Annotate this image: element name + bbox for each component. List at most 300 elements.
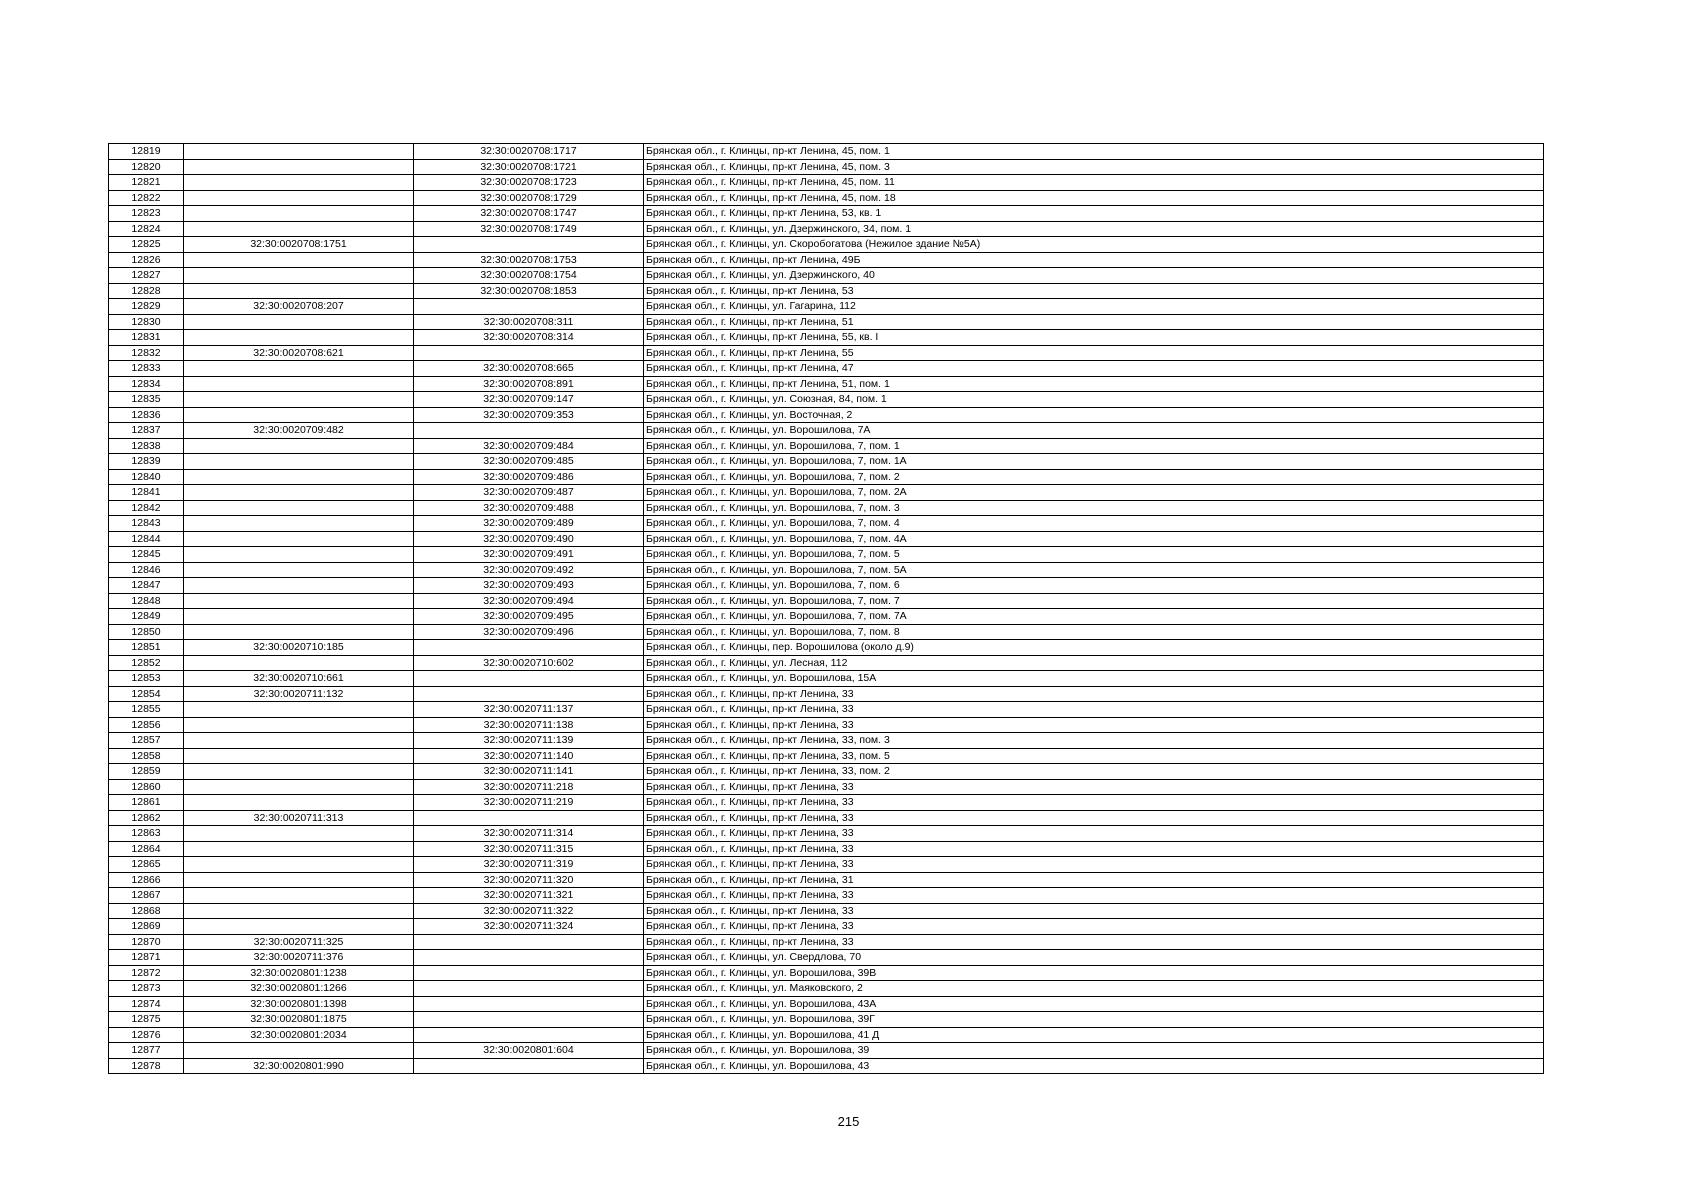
address-cell: Брянская обл., г. Клинцы, ул. Ворошилова, 7, пом. 4А bbox=[644, 531, 1544, 547]
address-cell: Брянская обл., г. Клинцы, пр-кт Ленина, 33 bbox=[644, 686, 1544, 702]
table-row bbox=[109, 810, 1544, 826]
table-row bbox=[109, 361, 1544, 377]
property-table bbox=[108, 143, 1544, 1074]
cadastral-number-secondary-cell: 32:30:0020708:1747 bbox=[414, 206, 644, 222]
row-number-cell: 12868 bbox=[109, 903, 184, 919]
table-row bbox=[109, 221, 1544, 237]
table-row bbox=[109, 686, 1544, 702]
address-cell: Брянская обл., г. Клинцы, пр-кт Ленина, 51 bbox=[644, 314, 1544, 330]
cadastral-number-secondary-cell: 32:30:0020709:484 bbox=[414, 438, 644, 454]
address-cell: Брянская обл., г. Клинцы, пр-кт Ленина, 33 bbox=[644, 841, 1544, 857]
address-cell: Брянская обл., г. Клинцы, ул. Ворошилова, 7, пом. 1А bbox=[644, 454, 1544, 470]
cadastral-number-cell: 32:30:0020801:1266 bbox=[184, 981, 414, 997]
row-number-cell: 12828 bbox=[109, 283, 184, 299]
row-number-cell: 12858 bbox=[109, 748, 184, 764]
row-number-cell: 12827 bbox=[109, 268, 184, 284]
table-row bbox=[109, 314, 1544, 330]
table-row bbox=[109, 206, 1544, 222]
address-cell: Брянская обл., г. Клинцы, ул. Ворошилова, 7, пом. 7А bbox=[644, 609, 1544, 625]
table-row bbox=[109, 996, 1544, 1012]
cadastral-number-cell: 32:30:0020710:661 bbox=[184, 671, 414, 687]
address-cell: Брянская обл., г. Клинцы, ул. Ворошилова, 7, пом. 2А bbox=[644, 485, 1544, 501]
row-number-cell: 12844 bbox=[109, 531, 184, 547]
address-cell: Брянская обл., г. Клинцы, ул. Ворошилова, 7, пом. 8 bbox=[644, 624, 1544, 640]
table-row bbox=[109, 376, 1544, 392]
table-row bbox=[109, 919, 1544, 935]
cadastral-number-cell bbox=[184, 547, 414, 563]
row-number-cell: 12853 bbox=[109, 671, 184, 687]
cadastral-number-secondary-cell bbox=[414, 965, 644, 981]
cadastral-number-secondary-cell: 32:30:0020708:665 bbox=[414, 361, 644, 377]
row-number-cell: 12869 bbox=[109, 919, 184, 935]
cadastral-number-secondary-cell: 32:30:0020709:492 bbox=[414, 562, 644, 578]
cadastral-number-cell bbox=[184, 624, 414, 640]
table-row bbox=[109, 609, 1544, 625]
address-cell: Брянская обл., г. Клинцы, пр-кт Ленина, 33 bbox=[644, 779, 1544, 795]
cadastral-number-secondary-cell: 32:30:0020709:147 bbox=[414, 392, 644, 408]
cadastral-number-cell bbox=[184, 888, 414, 904]
row-number-cell: 12840 bbox=[109, 469, 184, 485]
cadastral-number-secondary-cell: 32:30:0020711:137 bbox=[414, 702, 644, 718]
table-row bbox=[109, 252, 1544, 268]
cadastral-number-secondary-cell: 32:30:0020710:602 bbox=[414, 655, 644, 671]
cadastral-number-cell bbox=[184, 469, 414, 485]
cadastral-number-secondary-cell bbox=[414, 686, 644, 702]
cadastral-number-secondary-cell: 32:30:0020709:495 bbox=[414, 609, 644, 625]
table-row bbox=[109, 826, 1544, 842]
address-cell: Брянская обл., г. Клинцы, пр-кт Ленина, 49Б bbox=[644, 252, 1544, 268]
cadastral-number-secondary-cell: 32:30:0020801:604 bbox=[414, 1043, 644, 1059]
table-row bbox=[109, 423, 1544, 439]
row-number-cell: 12832 bbox=[109, 345, 184, 361]
address-cell: Брянская обл., г. Клинцы, ул. Ворошилова, 39В bbox=[644, 965, 1544, 981]
address-cell: Брянская обл., г. Клинцы, ул. Ворошилова, 43 bbox=[644, 1058, 1544, 1074]
address-cell: Брянская обл., г. Клинцы, ул. Маяковского, 2 bbox=[644, 981, 1544, 997]
row-number-cell: 12860 bbox=[109, 779, 184, 795]
table-row bbox=[109, 888, 1544, 904]
address-cell: Брянская обл., г. Клинцы, ул. Дзержинского, 34, пом. 1 bbox=[644, 221, 1544, 237]
cadastral-number-cell bbox=[184, 159, 414, 175]
cadastral-number-secondary-cell: 32:30:0020711:315 bbox=[414, 841, 644, 857]
row-number-cell: 12865 bbox=[109, 857, 184, 873]
row-number-cell: 12825 bbox=[109, 237, 184, 253]
row-number-cell: 12859 bbox=[109, 764, 184, 780]
cadastral-number-cell bbox=[184, 376, 414, 392]
table-row bbox=[109, 330, 1544, 346]
row-number-cell: 12851 bbox=[109, 640, 184, 656]
cadastral-number-secondary-cell: 32:30:0020708:1749 bbox=[414, 221, 644, 237]
cadastral-number-cell bbox=[184, 795, 414, 811]
cadastral-number-secondary-cell: 32:30:0020708:1729 bbox=[414, 190, 644, 206]
row-number-cell: 12864 bbox=[109, 841, 184, 857]
cadastral-number-secondary-cell: 32:30:0020708:1723 bbox=[414, 175, 644, 191]
row-number-cell: 12819 bbox=[109, 144, 184, 160]
row-number-cell: 12839 bbox=[109, 454, 184, 470]
cadastral-number-cell bbox=[184, 702, 414, 718]
row-number-cell: 12831 bbox=[109, 330, 184, 346]
cadastral-number-cell: 32:30:0020801:990 bbox=[184, 1058, 414, 1074]
table-row bbox=[109, 779, 1544, 795]
address-cell: Брянская обл., г. Клинцы, ул. Ворошилова, 7, пом. 5 bbox=[644, 547, 1544, 563]
cadastral-number-secondary-cell bbox=[414, 671, 644, 687]
row-number-cell: 12846 bbox=[109, 562, 184, 578]
row-number-cell: 12872 bbox=[109, 965, 184, 981]
address-cell: Брянская обл., г. Клинцы, пер. Ворошилова (около д.9) bbox=[644, 640, 1544, 656]
row-number-cell: 12833 bbox=[109, 361, 184, 377]
address-cell: Брянская обл., г. Клинцы, пр-кт Ленина, 53, кв. 1 bbox=[644, 206, 1544, 222]
cadastral-number-cell bbox=[184, 733, 414, 749]
address-cell: Брянская обл., г. Клинцы, ул. Ворошилова, 7, пом. 2 bbox=[644, 469, 1544, 485]
table-row bbox=[109, 903, 1544, 919]
address-cell: Брянская обл., г. Клинцы, пр-кт Ленина, 33, пом. 2 bbox=[644, 764, 1544, 780]
page-number: 215 bbox=[837, 1114, 860, 1129]
cadastral-number-cell bbox=[184, 655, 414, 671]
cadastral-number-secondary-cell: 32:30:0020709:489 bbox=[414, 516, 644, 532]
cadastral-number-secondary-cell bbox=[414, 981, 644, 997]
row-number-cell: 12841 bbox=[109, 485, 184, 501]
cadastral-number-secondary-cell: 32:30:0020711:321 bbox=[414, 888, 644, 904]
row-number-cell: 12838 bbox=[109, 438, 184, 454]
cadastral-number-secondary-cell bbox=[414, 950, 644, 966]
cadastral-number-secondary-cell bbox=[414, 996, 644, 1012]
row-number-cell: 12856 bbox=[109, 717, 184, 733]
address-cell: Брянская обл., г. Клинцы, пр-кт Ленина, 45, пом. 1 bbox=[644, 144, 1544, 160]
row-number-cell: 12848 bbox=[109, 593, 184, 609]
row-number-cell: 12837 bbox=[109, 423, 184, 439]
address-cell: Брянская обл., г. Клинцы, ул. Ворошилова, 7А bbox=[644, 423, 1544, 439]
address-cell: Брянская обл., г. Клинцы, пр-кт Ленина, 33, пом. 3 bbox=[644, 733, 1544, 749]
cadastral-number-secondary-cell: 32:30:0020708:1717 bbox=[414, 144, 644, 160]
address-cell: Брянская обл., г. Клинцы, ул. Ворошилова, 7, пом. 1 bbox=[644, 438, 1544, 454]
row-number-cell: 12836 bbox=[109, 407, 184, 423]
table-body bbox=[109, 144, 1544, 1074]
cadastral-number-secondary-cell: 32:30:0020708:314 bbox=[414, 330, 644, 346]
cadastral-number-cell bbox=[184, 392, 414, 408]
table-row bbox=[109, 640, 1544, 656]
table-row bbox=[109, 965, 1544, 981]
cadastral-number-cell bbox=[184, 919, 414, 935]
cadastral-number-secondary-cell bbox=[414, 1012, 644, 1028]
cadastral-number-secondary-cell: 32:30:0020708:1853 bbox=[414, 283, 644, 299]
cadastral-number-cell: 32:30:0020710:185 bbox=[184, 640, 414, 656]
address-cell: Брянская обл., г. Клинцы, пр-кт Ленина, 55 bbox=[644, 345, 1544, 361]
table-row bbox=[109, 485, 1544, 501]
row-number-cell: 12821 bbox=[109, 175, 184, 191]
row-number-cell: 12820 bbox=[109, 159, 184, 175]
table-row bbox=[109, 795, 1544, 811]
cadastral-number-secondary-cell: 32:30:0020711:319 bbox=[414, 857, 644, 873]
table-row bbox=[109, 764, 1544, 780]
cadastral-number-secondary-cell bbox=[414, 934, 644, 950]
row-number-cell: 12862 bbox=[109, 810, 184, 826]
row-number-cell: 12878 bbox=[109, 1058, 184, 1074]
address-cell: Брянская обл., г. Клинцы, пр-кт Ленина, 33 bbox=[644, 903, 1544, 919]
table-row bbox=[109, 593, 1544, 609]
cadastral-number-cell bbox=[184, 314, 414, 330]
cadastral-number-cell: 32:30:0020711:313 bbox=[184, 810, 414, 826]
cadastral-number-secondary-cell: 32:30:0020709:490 bbox=[414, 531, 644, 547]
cadastral-number-cell bbox=[184, 485, 414, 501]
cadastral-number-cell bbox=[184, 252, 414, 268]
cadastral-number-secondary-cell bbox=[414, 810, 644, 826]
table-row bbox=[109, 748, 1544, 764]
cadastral-number-secondary-cell: 32:30:0020709:494 bbox=[414, 593, 644, 609]
row-number-cell: 12870 bbox=[109, 934, 184, 950]
cadastral-number-secondary-cell: 32:30:0020711:218 bbox=[414, 779, 644, 795]
table-row bbox=[109, 702, 1544, 718]
address-cell: Брянская обл., г. Клинцы, ул. Гагарина, 112 bbox=[644, 299, 1544, 315]
row-number-cell: 12849 bbox=[109, 609, 184, 625]
address-cell: Брянская обл., г. Клинцы, пр-кт Ленина, 33 bbox=[644, 795, 1544, 811]
cadastral-number-secondary-cell: 32:30:0020711:322 bbox=[414, 903, 644, 919]
row-number-cell: 12835 bbox=[109, 392, 184, 408]
table-row bbox=[109, 578, 1544, 594]
cadastral-number-secondary-cell: 32:30:0020708:1721 bbox=[414, 159, 644, 175]
cadastral-number-secondary-cell bbox=[414, 1058, 644, 1074]
address-cell: Брянская обл., г. Клинцы, пр-кт Ленина, 33 bbox=[644, 826, 1544, 842]
table-row bbox=[109, 299, 1544, 315]
table-row bbox=[109, 190, 1544, 206]
cadastral-number-secondary-cell: 32:30:0020709:488 bbox=[414, 500, 644, 516]
row-number-cell: 12871 bbox=[109, 950, 184, 966]
cadastral-number-secondary-cell: 32:30:0020709:353 bbox=[414, 407, 644, 423]
address-cell: Брянская обл., г. Клинцы, пр-кт Ленина, 45, пом. 18 bbox=[644, 190, 1544, 206]
cadastral-number-cell: 32:30:0020711:376 bbox=[184, 950, 414, 966]
address-cell: Брянская обл., г. Клинцы, пр-кт Ленина, 47 bbox=[644, 361, 1544, 377]
cadastral-number-cell bbox=[184, 903, 414, 919]
cadastral-number-cell bbox=[184, 578, 414, 594]
table-row bbox=[109, 1058, 1544, 1074]
cadastral-number-secondary-cell bbox=[414, 345, 644, 361]
table-row bbox=[109, 934, 1544, 950]
cadastral-number-cell bbox=[184, 562, 414, 578]
row-number-cell: 12874 bbox=[109, 996, 184, 1012]
table-row bbox=[109, 857, 1544, 873]
cadastral-number-cell bbox=[184, 779, 414, 795]
row-number-cell: 12867 bbox=[109, 888, 184, 904]
cadastral-number-cell: 32:30:0020711:325 bbox=[184, 934, 414, 950]
cadastral-number-cell: 32:30:0020801:1875 bbox=[184, 1012, 414, 1028]
table-row bbox=[109, 392, 1544, 408]
cadastral-number-cell bbox=[184, 841, 414, 857]
cadastral-number-secondary-cell: 32:30:0020711:139 bbox=[414, 733, 644, 749]
cadastral-number-cell bbox=[184, 144, 414, 160]
address-cell: Брянская обл., г. Клинцы, пр-кт Ленина, 33 bbox=[644, 810, 1544, 826]
row-number-cell: 12826 bbox=[109, 252, 184, 268]
cadastral-number-cell bbox=[184, 764, 414, 780]
table-row bbox=[109, 950, 1544, 966]
cadastral-number-secondary-cell bbox=[414, 423, 644, 439]
table-row bbox=[109, 407, 1544, 423]
table-row bbox=[109, 717, 1544, 733]
address-cell: Брянская обл., г. Клинцы, ул. Ворошилова, 15А bbox=[644, 671, 1544, 687]
cadastral-number-secondary-cell: 32:30:0020711:324 bbox=[414, 919, 644, 935]
cadastral-number-secondary-cell: 32:30:0020709:493 bbox=[414, 578, 644, 594]
address-cell: Брянская обл., г. Клинцы, ул. Союзная, 84, пом. 1 bbox=[644, 392, 1544, 408]
row-number-cell: 12875 bbox=[109, 1012, 184, 1028]
row-number-cell: 12877 bbox=[109, 1043, 184, 1059]
row-number-cell: 12850 bbox=[109, 624, 184, 640]
table-row bbox=[109, 547, 1544, 563]
row-number-cell: 12876 bbox=[109, 1027, 184, 1043]
address-cell: Брянская обл., г. Клинцы, ул. Дзержинского, 40 bbox=[644, 268, 1544, 284]
cadastral-number-cell: 32:30:0020709:482 bbox=[184, 423, 414, 439]
cadastral-number-cell bbox=[184, 857, 414, 873]
row-number-cell: 12855 bbox=[109, 702, 184, 718]
cadastral-number-cell bbox=[184, 438, 414, 454]
row-number-cell: 12852 bbox=[109, 655, 184, 671]
address-cell: Брянская обл., г. Клинцы, ул. Ворошилова, 39 bbox=[644, 1043, 1544, 1059]
address-cell: Брянская обл., г. Клинцы, ул. Ворошилова, 43А bbox=[644, 996, 1544, 1012]
row-number-cell: 12829 bbox=[109, 299, 184, 315]
cadastral-number-cell bbox=[184, 1043, 414, 1059]
row-number-cell: 12843 bbox=[109, 516, 184, 532]
cadastral-number-secondary-cell: 32:30:0020709:486 bbox=[414, 469, 644, 485]
row-number-cell: 12854 bbox=[109, 686, 184, 702]
address-cell: Брянская обл., г. Клинцы, пр-кт Ленина, 33 bbox=[644, 717, 1544, 733]
row-number-cell: 12873 bbox=[109, 981, 184, 997]
address-cell: Брянская обл., г. Клинцы, пр-кт Ленина, 45, пом. 11 bbox=[644, 175, 1544, 191]
row-number-cell: 12861 bbox=[109, 795, 184, 811]
cadastral-number-cell bbox=[184, 206, 414, 222]
cadastral-number-secondary-cell: 32:30:0020711:138 bbox=[414, 717, 644, 733]
table-row bbox=[109, 345, 1544, 361]
table-row bbox=[109, 1027, 1544, 1043]
address-cell: Брянская обл., г. Клинцы, пр-кт Ленина, 33 bbox=[644, 888, 1544, 904]
address-cell: Брянская обл., г. Клинцы, ул. Ворошилова, 7, пом. 4 bbox=[644, 516, 1544, 532]
table-row bbox=[109, 438, 1544, 454]
cadastral-number-cell bbox=[184, 221, 414, 237]
row-number-cell: 12863 bbox=[109, 826, 184, 842]
table-row bbox=[109, 283, 1544, 299]
row-number-cell: 12830 bbox=[109, 314, 184, 330]
row-number-cell: 12845 bbox=[109, 547, 184, 563]
cadastral-number-secondary-cell: 32:30:0020708:311 bbox=[414, 314, 644, 330]
address-cell: Брянская обл., г. Клинцы, ул. Ворошилова, 7, пом. 3 bbox=[644, 500, 1544, 516]
cadastral-number-cell: 32:30:0020708:621 bbox=[184, 345, 414, 361]
row-number-cell: 12834 bbox=[109, 376, 184, 392]
cadastral-number-cell: 32:30:0020708:207 bbox=[184, 299, 414, 315]
cadastral-number-cell bbox=[184, 748, 414, 764]
cadastral-number-cell bbox=[184, 175, 414, 191]
address-cell: Брянская обл., г. Клинцы, пр-кт Ленина, 33 bbox=[644, 919, 1544, 935]
cadastral-number-cell bbox=[184, 283, 414, 299]
cadastral-number-secondary-cell: 32:30:0020709:487 bbox=[414, 485, 644, 501]
row-number-cell: 12866 bbox=[109, 872, 184, 888]
address-cell: Брянская обл., г. Клинцы, пр-кт Ленина, 33 bbox=[644, 857, 1544, 873]
cadastral-number-secondary-cell: 32:30:0020709:485 bbox=[414, 454, 644, 470]
address-cell: Брянская обл., г. Клинцы, ул. Ворошилова, 7, пом. 5А bbox=[644, 562, 1544, 578]
table-row bbox=[109, 516, 1544, 532]
table-row bbox=[109, 671, 1544, 687]
cadastral-number-cell bbox=[184, 609, 414, 625]
address-cell: Брянская обл., г. Клинцы, пр-кт Ленина, 33, пом. 5 bbox=[644, 748, 1544, 764]
cadastral-number-cell bbox=[184, 454, 414, 470]
address-cell: Брянская обл., г. Клинцы, пр-кт Ленина, 51, пом. 1 bbox=[644, 376, 1544, 392]
cadastral-number-cell bbox=[184, 190, 414, 206]
cadastral-number-secondary-cell: 32:30:0020711:314 bbox=[414, 826, 644, 842]
table-row bbox=[109, 159, 1544, 175]
cadastral-number-secondary-cell: 32:30:0020711:219 bbox=[414, 795, 644, 811]
cadastral-number-cell bbox=[184, 361, 414, 377]
row-number-cell: 12847 bbox=[109, 578, 184, 594]
table-row bbox=[109, 500, 1544, 516]
cadastral-number-secondary-cell: 32:30:0020708:1753 bbox=[414, 252, 644, 268]
cadastral-number-cell: 32:30:0020801:2034 bbox=[184, 1027, 414, 1043]
cadastral-number-cell bbox=[184, 872, 414, 888]
table-row bbox=[109, 872, 1544, 888]
table-row bbox=[109, 268, 1544, 284]
cadastral-number-cell bbox=[184, 407, 414, 423]
cadastral-number-secondary-cell bbox=[414, 640, 644, 656]
address-cell: Брянская обл., г. Клинцы, ул. Ворошилова, 41 Д bbox=[644, 1027, 1544, 1043]
table-row bbox=[109, 454, 1544, 470]
row-number-cell: 12822 bbox=[109, 190, 184, 206]
cadastral-number-secondary-cell: 32:30:0020711:140 bbox=[414, 748, 644, 764]
cadastral-number-secondary-cell: 32:30:0020709:496 bbox=[414, 624, 644, 640]
table-row bbox=[109, 1043, 1544, 1059]
row-number-cell: 12857 bbox=[109, 733, 184, 749]
address-cell: Брянская обл., г. Клинцы, пр-кт Ленина, 53 bbox=[644, 283, 1544, 299]
table-row bbox=[109, 531, 1544, 547]
address-cell: Брянская обл., г. Клинцы, пр-кт Ленина, 31 bbox=[644, 872, 1544, 888]
table-row bbox=[109, 733, 1544, 749]
table-row bbox=[109, 562, 1544, 578]
address-cell: Брянская обл., г. Клинцы, пр-кт Ленина, 33 bbox=[644, 702, 1544, 718]
address-cell: Брянская обл., г. Клинцы, ул. Ворошилова, 7, пом. 6 bbox=[644, 578, 1544, 594]
cadastral-number-secondary-cell: 32:30:0020708:891 bbox=[414, 376, 644, 392]
address-cell: Брянская обл., г. Клинцы, ул. Ворошилова, 7, пом. 7 bbox=[644, 593, 1544, 609]
table-row bbox=[109, 655, 1544, 671]
address-cell: Брянская обл., г. Клинцы, пр-кт Ленина, 33 bbox=[644, 934, 1544, 950]
address-cell: Брянская обл., г. Клинцы, пр-кт Ленина, 55, кв. I bbox=[644, 330, 1544, 346]
address-cell: Брянская обл., г. Клинцы, ул. Лесная, 112 bbox=[644, 655, 1544, 671]
cadastral-number-cell bbox=[184, 268, 414, 284]
cadastral-number-cell bbox=[184, 593, 414, 609]
cadastral-number-cell bbox=[184, 531, 414, 547]
table-row bbox=[109, 144, 1544, 160]
cadastral-number-secondary-cell: 32:30:0020708:1754 bbox=[414, 268, 644, 284]
row-number-cell: 12824 bbox=[109, 221, 184, 237]
cadastral-number-cell: 32:30:0020801:1398 bbox=[184, 996, 414, 1012]
row-number-cell: 12842 bbox=[109, 500, 184, 516]
table-row bbox=[109, 175, 1544, 191]
cadastral-number-cell bbox=[184, 717, 414, 733]
cadastral-number-secondary-cell bbox=[414, 1027, 644, 1043]
cadastral-number-cell: 32:30:0020708:1751 bbox=[184, 237, 414, 253]
table-row bbox=[109, 237, 1544, 253]
cadastral-number-cell: 32:30:0020801:1238 bbox=[184, 965, 414, 981]
cadastral-number-secondary-cell: 32:30:0020709:491 bbox=[414, 547, 644, 563]
table-row bbox=[109, 1012, 1544, 1028]
cadastral-number-cell bbox=[184, 330, 414, 346]
cadastral-number-secondary-cell bbox=[414, 299, 644, 315]
address-cell: Брянская обл., г. Клинцы, ул. Свердлова, 70 bbox=[644, 950, 1544, 966]
table-row bbox=[109, 624, 1544, 640]
cadastral-number-secondary-cell: 32:30:0020711:141 bbox=[414, 764, 644, 780]
cadastral-number-cell: 32:30:0020711:132 bbox=[184, 686, 414, 702]
cadastral-number-secondary-cell: 32:30:0020711:320 bbox=[414, 872, 644, 888]
address-cell: Брянская обл., г. Клинцы, ул. Ворошилова, 39Г bbox=[644, 1012, 1544, 1028]
cadastral-number-cell bbox=[184, 500, 414, 516]
address-cell: Брянская обл., г. Клинцы, пр-кт Ленина, 45, пом. 3 bbox=[644, 159, 1544, 175]
cadastral-number-secondary-cell bbox=[414, 237, 644, 253]
cadastral-number-cell bbox=[184, 516, 414, 532]
address-cell: Брянская обл., г. Клинцы, ул. Восточная, 2 bbox=[644, 407, 1544, 423]
row-number-cell: 12823 bbox=[109, 206, 184, 222]
cadastral-number-cell bbox=[184, 826, 414, 842]
table-row bbox=[109, 841, 1544, 857]
